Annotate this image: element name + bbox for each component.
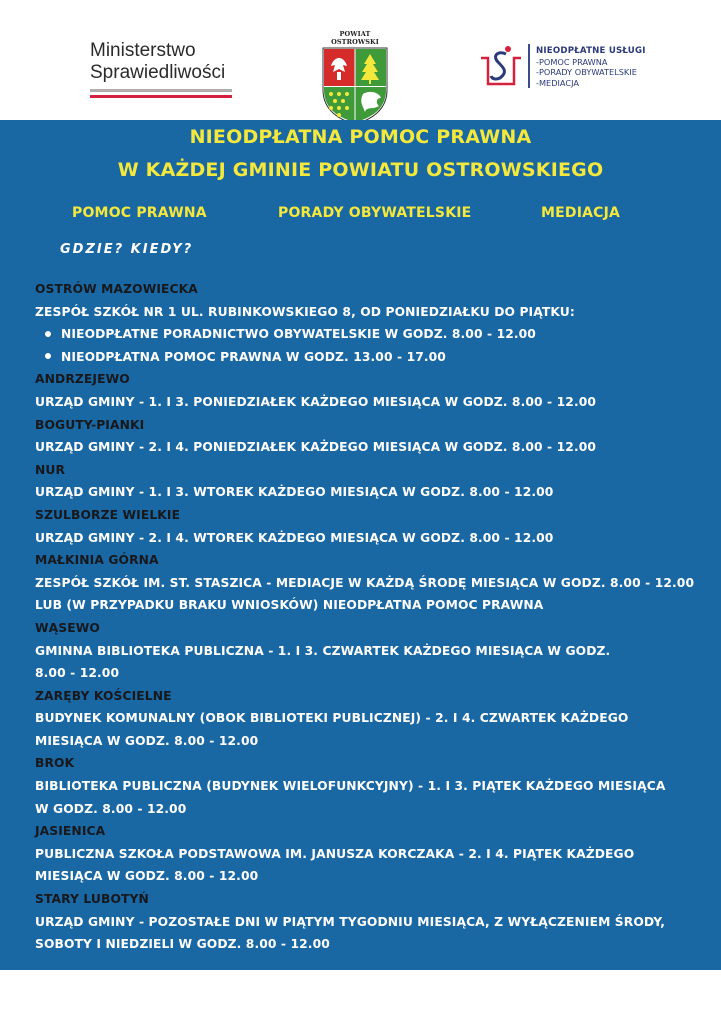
ministry-divider-grey bbox=[90, 89, 232, 92]
place-name bbox=[35, 368, 695, 391]
schedule-text bbox=[35, 572, 695, 595]
schedule-text bbox=[35, 843, 695, 866]
place-name bbox=[35, 414, 695, 437]
schedule-text bbox=[35, 798, 695, 821]
entry-text: URZĄD GMINY - POZOSTAŁE DNI W PIĄTYM TYGODNIU MIESIĄCA, Z WYŁĄCZENIEM ŚRODY, bbox=[35, 914, 666, 929]
where-when-heading: GDZIE? KIEDY? bbox=[60, 242, 194, 257]
schedule-text bbox=[35, 391, 695, 414]
main-title-line2: W KAŻDEJ GMINIE POWIATU OSTROWSKIEGO bbox=[117, 159, 604, 181]
place-name bbox=[35, 459, 695, 482]
entry-text: ZESPÓŁ SZKÓŁ NR 1 UL. RUBINKOWSKIEGO 8, OD PONIEDZIAŁKU DO PIĄTKU: bbox=[35, 304, 575, 319]
schedule-text bbox=[35, 436, 695, 459]
subtitle-legal-aid: POMOC PRAWNA bbox=[72, 205, 207, 221]
schedule-text bbox=[35, 527, 695, 550]
place-name bbox=[35, 752, 695, 775]
service-item: -MEDIACJA bbox=[536, 77, 579, 88]
schedule-text bbox=[35, 707, 695, 730]
subtitle-civic-advice: PORADY OBYWATELSKIE bbox=[278, 205, 472, 221]
service-list bbox=[536, 46, 646, 88]
entry-text: OSTRÓW MAZOWIECKA bbox=[35, 282, 198, 296]
schedule-text bbox=[35, 933, 695, 956]
entry-text: URZĄD GMINY - 1. I 3. PONIEDZIAŁEK KAŻDEGO MIESIĄCA W GODZ. 8.00 - 12.00 bbox=[35, 394, 597, 409]
bullet-item bbox=[35, 346, 695, 369]
entry-text: MIESIĄCA W GODZ. 8.00 - 12.00 bbox=[35, 733, 259, 748]
place-name bbox=[35, 278, 695, 301]
service-item: -PORADY OBYWATELSKIE bbox=[536, 67, 637, 77]
bullet-icon bbox=[45, 353, 51, 359]
schedule-text bbox=[35, 911, 695, 934]
schedule-text bbox=[35, 481, 695, 504]
entry-text: URZĄD GMINY - 2. I 4. WTOREK KAŻDEGO MIESIĄCA W GODZ. 8.00 - 12.00 bbox=[35, 530, 554, 545]
entry-text: W GODZ. 8.00 - 12.00 bbox=[35, 801, 187, 816]
entry-text: STARY LUBOTYŃ bbox=[35, 892, 149, 907]
county-crest bbox=[319, 30, 391, 130]
entry-text: MIESIĄCA W GODZ. 8.00 - 12.00 bbox=[35, 869, 259, 884]
entry-text: NIEODPŁATNE PORADNICTWO OBYWATELSKIE W GODZ. 8.00 - 12.00 bbox=[61, 327, 536, 342]
entry-text: URZĄD GMINY - 1. I 3. WTOREK KAŻDEGO MIESIĄCA W GODZ. 8.00 - 12.00 bbox=[35, 485, 554, 500]
place-name bbox=[35, 820, 695, 843]
logo-divider bbox=[528, 44, 530, 88]
schedule-text bbox=[35, 301, 695, 324]
scales-of-justice-icon bbox=[478, 44, 524, 92]
entry-text: ZESPÓŁ SZKÓŁ IM. ST. STASZICA - MEDIACJE W KAŻDĄ ŚRODĘ MIESIĄCA W GODZ. 8.00 - 12.00 bbox=[35, 575, 695, 590]
entry-text: BIBLIOTEKA PUBLICZNA (BUDYNEK WIELOFUNKCYJNY) - 1. I 3. PIĄTEK KAŻDEGO MIESIĄCA bbox=[35, 779, 666, 794]
bullet-icon bbox=[45, 331, 51, 337]
entry-text: URZĄD GMINY - 2. I 4. PONIEDZIAŁEK KAŻDEGO MIESIĄCA W GODZ. 8.00 - 12.00 bbox=[35, 440, 597, 455]
ministry-logo bbox=[90, 40, 232, 98]
place-name bbox=[35, 685, 695, 708]
coat-of-arms-icon bbox=[319, 46, 391, 126]
entry-text: BUDYNEK KOMUNALNY (OBOK BIBLIOTEKI PUBLICZNEJ) - 2. I 4. CZWARTEK KAŻDEGO bbox=[35, 711, 629, 726]
entry-text: GMINNA BIBLIOTEKA PUBLICZNA - 1. I 3. CZWARTEK KAŻDEGO MIESIĄCA W GODZ. bbox=[35, 643, 611, 658]
place-name bbox=[35, 888, 695, 911]
place-name bbox=[35, 549, 695, 572]
schedule-list bbox=[35, 278, 695, 956]
ministry-name-line2: Sprawiedliwości bbox=[90, 62, 226, 83]
entry-text: NIEODPŁATNA POMOC PRAWNA W GODZ. 13.00 - 17.00 bbox=[61, 349, 446, 364]
schedule-text bbox=[35, 775, 695, 798]
entry-text: BROK bbox=[35, 756, 75, 771]
schedule-text bbox=[35, 662, 695, 685]
entry-text: ZARĘBY KOŚCIELNE bbox=[35, 688, 172, 703]
entry-text: PUBLICZNA SZKOŁA PODSTAWOWA IM. JANUSZA KORCZAKA - 2. I 4. PIĄTEK KAŻDEGO bbox=[35, 846, 635, 861]
main-title-line1: NIEODPŁATNA POMOC PRAWNA bbox=[189, 126, 532, 148]
place-name bbox=[35, 504, 695, 527]
service-title: NIEODPŁATNE USŁUGI bbox=[536, 46, 646, 56]
entry-text: SZULBORZE WIELKIE bbox=[35, 507, 181, 522]
entry-text: 8.00 - 12.00 bbox=[35, 666, 120, 681]
entry-text: MAŁKINIA GÓRNA bbox=[35, 553, 159, 568]
entry-text: JASIENICA bbox=[35, 824, 106, 839]
ministry-name-line1: Ministerstwo bbox=[90, 40, 196, 61]
entry-text: SOBOTY I NIEDZIELI W GODZ. 8.00 - 12.00 bbox=[35, 937, 330, 952]
entry-text: BOGUTY-PIANKI bbox=[35, 417, 145, 432]
place-name bbox=[35, 617, 695, 640]
header bbox=[0, 0, 721, 120]
free-services-logo bbox=[478, 44, 668, 96]
service-item: -POMOC PRAWNA bbox=[536, 56, 608, 67]
entry-text: WĄSEWO bbox=[35, 620, 100, 635]
schedule-text bbox=[35, 640, 695, 663]
subtitle-mediation: MEDIACJA bbox=[541, 205, 621, 221]
entry-text: NUR bbox=[35, 462, 66, 477]
entry-text: ANDRZEJEWO bbox=[35, 372, 130, 387]
schedule-text bbox=[35, 865, 695, 888]
crest-title: POWIAT OSTROWSKI bbox=[331, 30, 379, 46]
schedule-text bbox=[35, 594, 695, 617]
ministry-divider-red bbox=[90, 95, 232, 98]
schedule-text bbox=[35, 730, 695, 753]
entry-text: LUB (W PRZYPADKU BRAKU WNIOSKÓW) NIEODPŁATNA POMOC PRAWNA bbox=[35, 598, 544, 613]
bullet-item bbox=[35, 323, 695, 346]
